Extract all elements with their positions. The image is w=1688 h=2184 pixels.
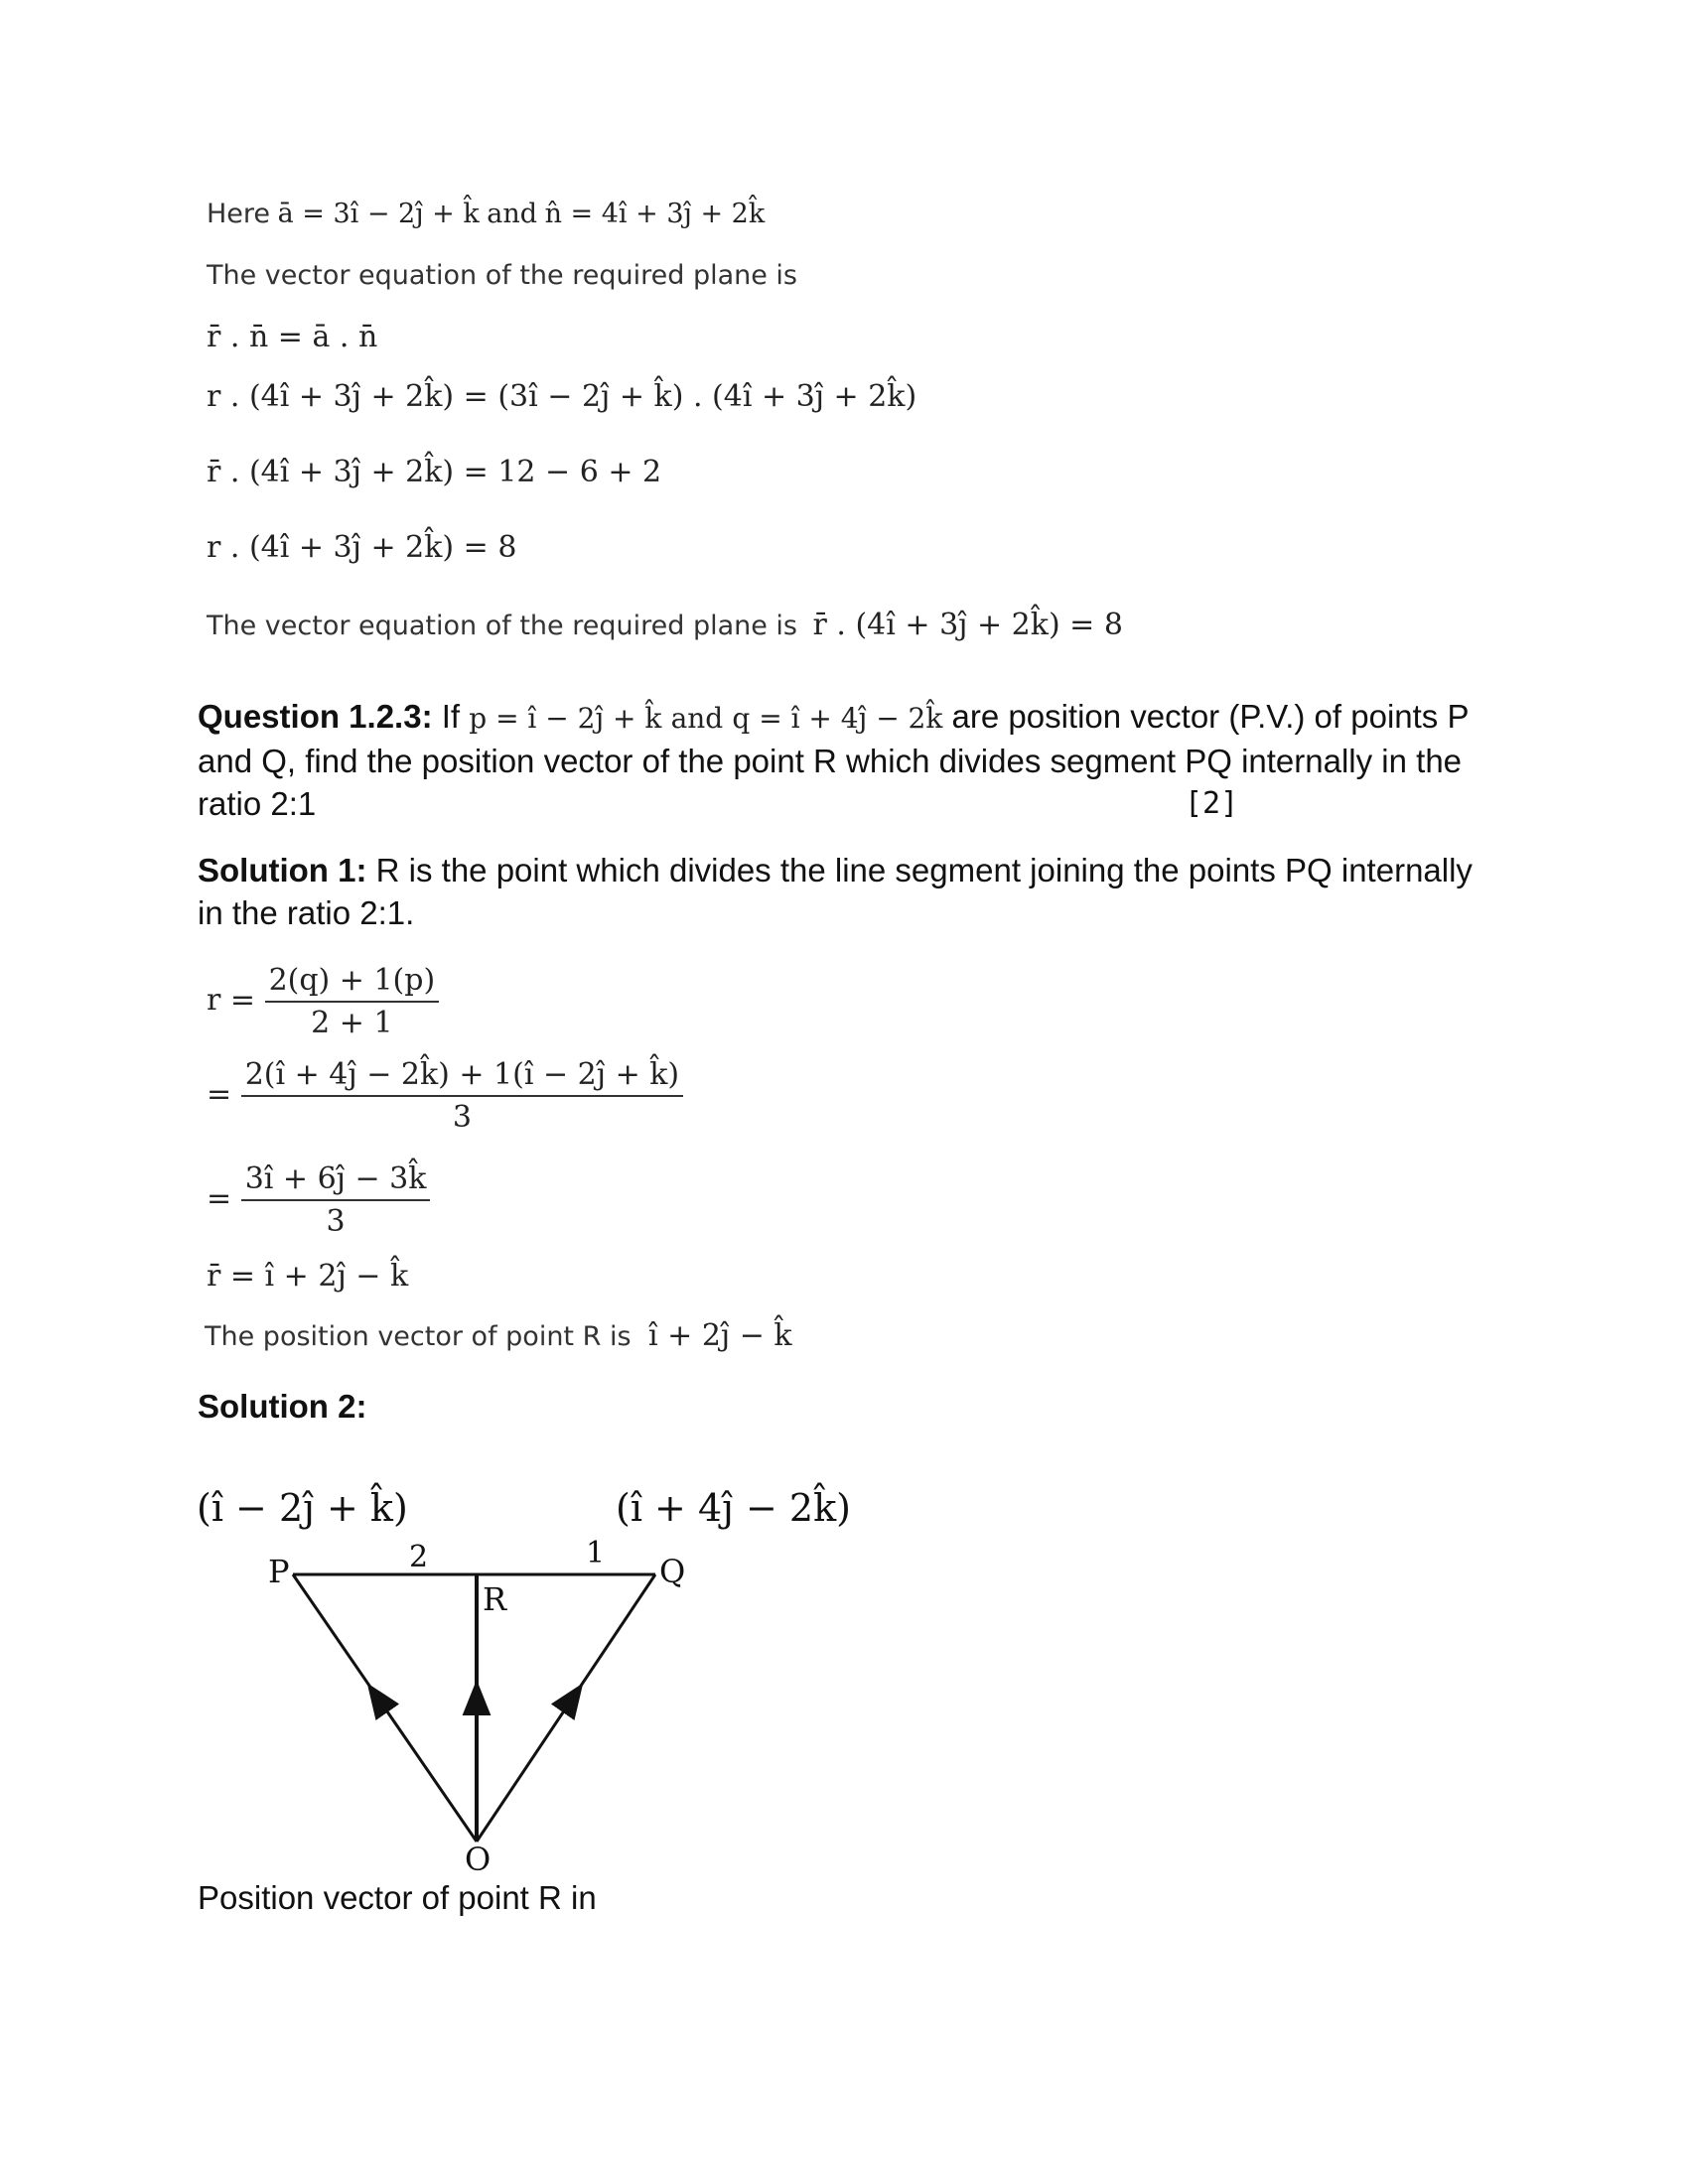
fraction-2-numerator: 2(î + 4ĵ − 2k̂) + 1(î − 2ĵ + k̂)	[241, 1057, 683, 1097]
fraction-1-denominator: 2 + 1	[311, 1006, 393, 1040]
question-text-a: are position vector (P.V.) of points P	[951, 698, 1470, 735]
fraction-1	[265, 963, 440, 1040]
fraction-1-row	[207, 963, 439, 1040]
plane-statement-2: The vector equation of the required plane is	[207, 611, 798, 641]
fraction-3-row	[207, 1161, 430, 1239]
solution-1-label: Solution 1:	[198, 852, 367, 888]
solution-1-text: R is the point which divides the line segment joining the points PQ internally in the ratio 2:1.	[198, 852, 1473, 931]
fraction-3	[241, 1161, 431, 1239]
solution-1-intro	[198, 849, 1488, 934]
question-p-eq: p = î − 2ĵ + k̂	[469, 702, 662, 735]
point-q-label: Q	[659, 1553, 686, 1590]
question-q-eq: q = î + 4ĵ − 2k̂	[732, 702, 943, 735]
fraction-1-lhs: r =	[207, 983, 256, 1018]
equation-2-lhs: r . (4î + 3ĵ + 2k̂)	[207, 379, 455, 414]
q-vector-label: (î + 4ĵ − 2k̂)	[616, 1486, 851, 1530]
ratio-right-label: 1	[586, 1536, 606, 1570]
fraction-3-denominator: 3	[326, 1204, 346, 1239]
solution-2-text: Position vector of point R in	[198, 1879, 597, 1916]
question-text-c: ratio 2:1	[198, 785, 317, 822]
equation-4: r . (4î + 3ĵ + 2k̂) = 8	[207, 530, 517, 565]
ratio-left-label: 2	[409, 1540, 429, 1574]
fraction-2-row	[207, 1057, 683, 1135]
solution-2-label: Solution 2:	[198, 1388, 367, 1425]
question-if: If	[441, 698, 461, 735]
a-vector-eq: ā = 3î − 2ĵ + k̂	[277, 199, 480, 229]
p-vector-label: (î − 2ĵ + k̂)	[197, 1486, 408, 1530]
pv-text: The position vector of point R is	[205, 1321, 632, 1352]
fraction-1-numerator: 2(q) + 1(p)	[265, 963, 440, 1003]
plane-statement-final	[207, 608, 1123, 642]
arrow-oq	[566, 1698, 573, 1707]
fraction-2	[241, 1057, 683, 1135]
triangle-diagram	[189, 1459, 864, 1876]
question-1-2-3	[198, 695, 1488, 825]
plane-statement-1: The vector equation of the required plane is	[207, 260, 798, 291]
pv-value: î + 2ĵ − k̂	[648, 1318, 792, 1353]
question-text-b: and Q, find the position vector of the point R which divides segment PQ internally in the	[198, 743, 1463, 779]
equation-rn-an: r̄ . n̄ = ā . n̄	[207, 320, 378, 354]
fraction-3-numerator: 3î + 6ĵ − 3k̂	[241, 1161, 431, 1201]
n-vector-eq: n̂ = 4î + 3ĵ + 2k̂	[544, 199, 766, 229]
equation-2-rhs: = (3î − 2ĵ + k̂) . (4î + 3ĵ + 2k̂)	[463, 379, 917, 414]
r-final-equation: r̄ = î + 2ĵ − k̂	[207, 1259, 409, 1294]
and-text: and	[487, 199, 538, 229]
here-text: Here	[207, 199, 271, 229]
fraction-2-denominator: 3	[452, 1100, 472, 1135]
fraction-2-equals: =	[207, 1077, 232, 1112]
question-label: Question 1.2.3:	[198, 698, 433, 735]
arrow-op	[377, 1698, 384, 1707]
here-a-n-line	[207, 199, 765, 229]
fraction-3-equals: =	[207, 1181, 232, 1216]
pv-statement	[205, 1318, 792, 1353]
point-o-label: O	[465, 1841, 492, 1876]
question-and: and	[670, 702, 724, 735]
plane-final-equation: r̄ . (4î + 3ĵ + 2k̂) = 8	[812, 608, 1123, 642]
segment-op	[293, 1574, 477, 1842]
point-r-label: R	[483, 1580, 507, 1618]
point-p-label: P	[268, 1553, 290, 1590]
equation-3: r̄ . (4î + 3ĵ + 2k̂) = 12 − 6 + 2	[207, 455, 662, 489]
equation-2	[207, 379, 916, 414]
question-marks: [2]	[1185, 786, 1239, 821]
